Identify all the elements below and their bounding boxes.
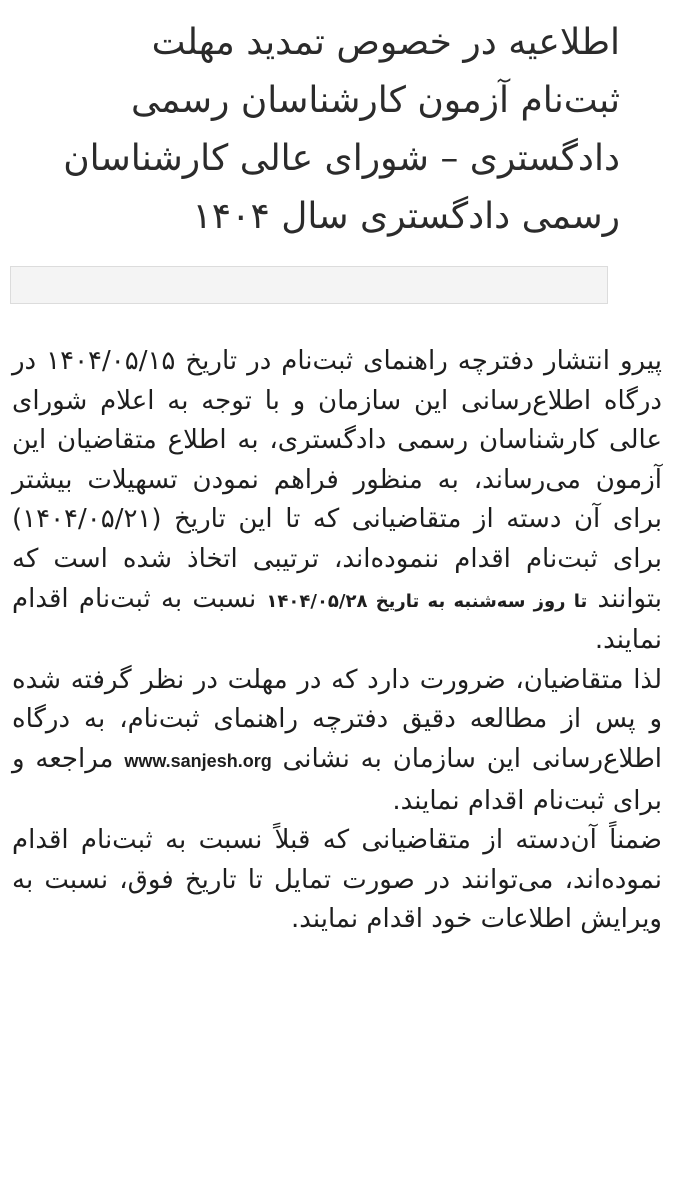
paragraph-2-text-a: لذا متقاضیان، ضرورت دارد که در مهلت در نظر گرفته شده و پس از مطالعه دقیق دفترچه راهنمای ثبت‌نام، به درگاه اطلاع‌رسانی این سازمان به نشانی: [12, 664, 662, 774]
paragraph-2: [12, 661, 662, 821]
deadline-text: تا روز سه‌شنبه به تاریخ ۱۴۰۴/۰۵/۲۸: [266, 590, 588, 612]
paragraph-1-text-a: پیرو انتشار دفترچه راهنمای ثبت‌نام در تاریخ ۱۴۰۴/۰۵/۱۵ در درگاه اطلاع‌رسانی این سازمان و با توجه به اعلام شورای عالی کارشناسان رسمی دادگستری، به اطلاع متقاضیان این آزمون می‌رساند، به منظور فراهم نمودن تسهیلات بیشتر برای آن دسته از متقاضیانی که تا این تاریخ (۱۴۰۴/۰۵/۲۱) برای ثبت‌نام اقدام ننموده‌اند، ترتیبی اتخاذ شده است که بتوانند: [12, 346, 663, 614]
paragraph-2-text-b: مراجعه و برای ثبت‌نام اقدام نمایند.: [12, 743, 662, 816]
paragraph-3: ضمناً آن‌دسته از متقاضیانی که قبلاً نسبت به ثبت‌نام اقدام نموده‌اند، می‌توانند در صورت تمایل تا تاریخ فوق، نسبت به ویرایش اطلاعات خود اقدام نمایند.: [12, 825, 662, 935]
paragraph-1: [12, 342, 662, 661]
article-title: اطلاعیه در خصوص تمدید مهلت ثبت‌نام آزمون کارشناسان رسمی دادگستری – شورای عالی کارشناسان رسمی دادگستری سال ۱۴۰۴: [63, 22, 620, 237]
paragraph-1-text-b: نسبت به ثبت‌نام اقدام نمایند.: [12, 583, 662, 656]
article-body: [12, 342, 662, 940]
website-link[interactable]: www.sanjesh.org: [124, 750, 272, 771]
blank-input-box[interactable]: [10, 266, 608, 304]
